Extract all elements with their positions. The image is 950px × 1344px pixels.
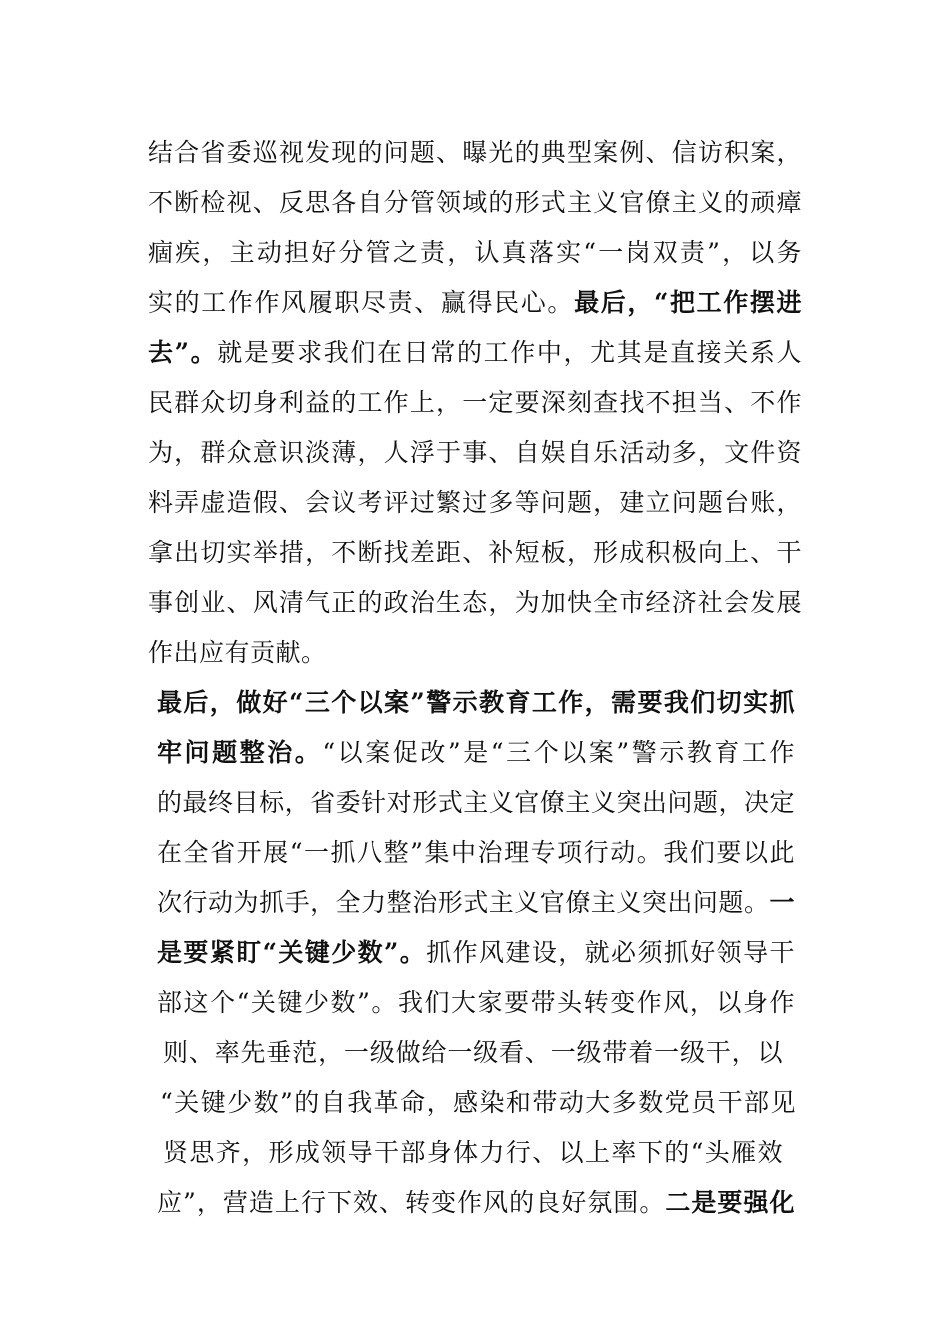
text-segment: “以案促改”是“三个以案”警示教育工作 xyxy=(322,738,795,767)
text-line xyxy=(163,1028,783,1078)
text-line xyxy=(148,378,802,428)
text-segment: 拿出切实举措，不断找差距、补短板，形成积极向上、干 xyxy=(148,538,802,567)
text-line xyxy=(148,128,802,178)
bold-text-segment: 最后，“把工作摆进 xyxy=(574,288,802,317)
text-line xyxy=(148,228,802,278)
text-segment: “关键少数”的自我革命，感染和带动大多数党员干部见 xyxy=(160,1088,796,1117)
bold-text-segment: 是要紧盯“关键少数”。 xyxy=(157,938,427,967)
text-segment: 痼疾，主动担好分管之责，认真落实“一岗双责”，以务 xyxy=(148,238,802,267)
text-line xyxy=(148,178,802,228)
text-segment: 就是要求我们在日常的工作中，尤其是直接关系人 xyxy=(217,338,802,367)
text-segment: 事创业、风清气正的政治生态，为加快全市经济社会发展 xyxy=(148,588,802,617)
text-line xyxy=(148,478,802,528)
text-line xyxy=(163,1128,783,1178)
text-segment: 部这个“关键少数”。我们大家要带头转变作风，以身作 xyxy=(157,988,795,1017)
text-line xyxy=(148,328,802,378)
text-segment: 结合省委巡视发现的问题、曝光的典型案例、信访积案， xyxy=(148,138,802,167)
text-line xyxy=(157,728,795,778)
text-line xyxy=(157,928,795,978)
text-line xyxy=(148,628,327,678)
bold-text-segment: 最后，做好“三个以案”警示教育工作，需要我们切实抓 xyxy=(157,688,795,717)
bold-text-segment: 牢问题整治。 xyxy=(157,738,323,767)
text-line xyxy=(148,278,802,328)
text-segment: 应”，营造上行下效、转变作风的良好氛围。 xyxy=(157,1188,666,1217)
text-segment: 为，群众意识淡薄，人浮于事、自娱自乐活动多，文件资 xyxy=(148,438,802,467)
text-line xyxy=(148,578,802,628)
text-line xyxy=(157,678,795,728)
text-segment: 抓作风建设，就必须抓好领导干 xyxy=(426,938,795,967)
bold-text-segment: 去”。 xyxy=(148,338,218,367)
text-line xyxy=(157,978,795,1028)
text-line xyxy=(160,1078,796,1128)
text-segment: 次行动为抓手，全力整治形式主义官僚主义突出问题。 xyxy=(157,888,770,917)
text-segment: 在全省开展“一抓八整”集中治理专项行动。我们要以此 xyxy=(157,838,795,867)
bold-text-segment: 一 xyxy=(769,888,795,917)
text-segment: 作出应有贡献。 xyxy=(148,638,327,667)
text-segment: 实的工作作风履职尽责、赢得民心。 xyxy=(148,288,575,317)
text-line xyxy=(157,878,795,928)
text-segment: 则、率先垂范，一级做给一级看、一级带着一级干，以 xyxy=(163,1038,783,1067)
text-line xyxy=(157,1178,795,1228)
text-line xyxy=(157,778,795,828)
text-segment: 的最终目标，省委针对形式主义官僚主义突出问题，决定 xyxy=(157,788,795,817)
text-line xyxy=(148,428,802,478)
text-segment: 料弄虚造假、会议考评过繁过多等问题，建立问题台账， xyxy=(148,488,802,517)
bold-text-segment: 二是要强化 xyxy=(665,1188,795,1217)
text-line xyxy=(157,828,795,878)
text-segment: 不断检视、反思各自分管领域的形式主义官僚主义的顽瘴 xyxy=(148,188,802,217)
text-segment: 民群众切身利益的工作上，一定要深刻查找不担当、不作 xyxy=(148,388,802,417)
text-segment: 贤思齐，形成领导干部身体力行、以上率下的“头雁效 xyxy=(163,1138,783,1167)
text-line xyxy=(148,528,802,578)
